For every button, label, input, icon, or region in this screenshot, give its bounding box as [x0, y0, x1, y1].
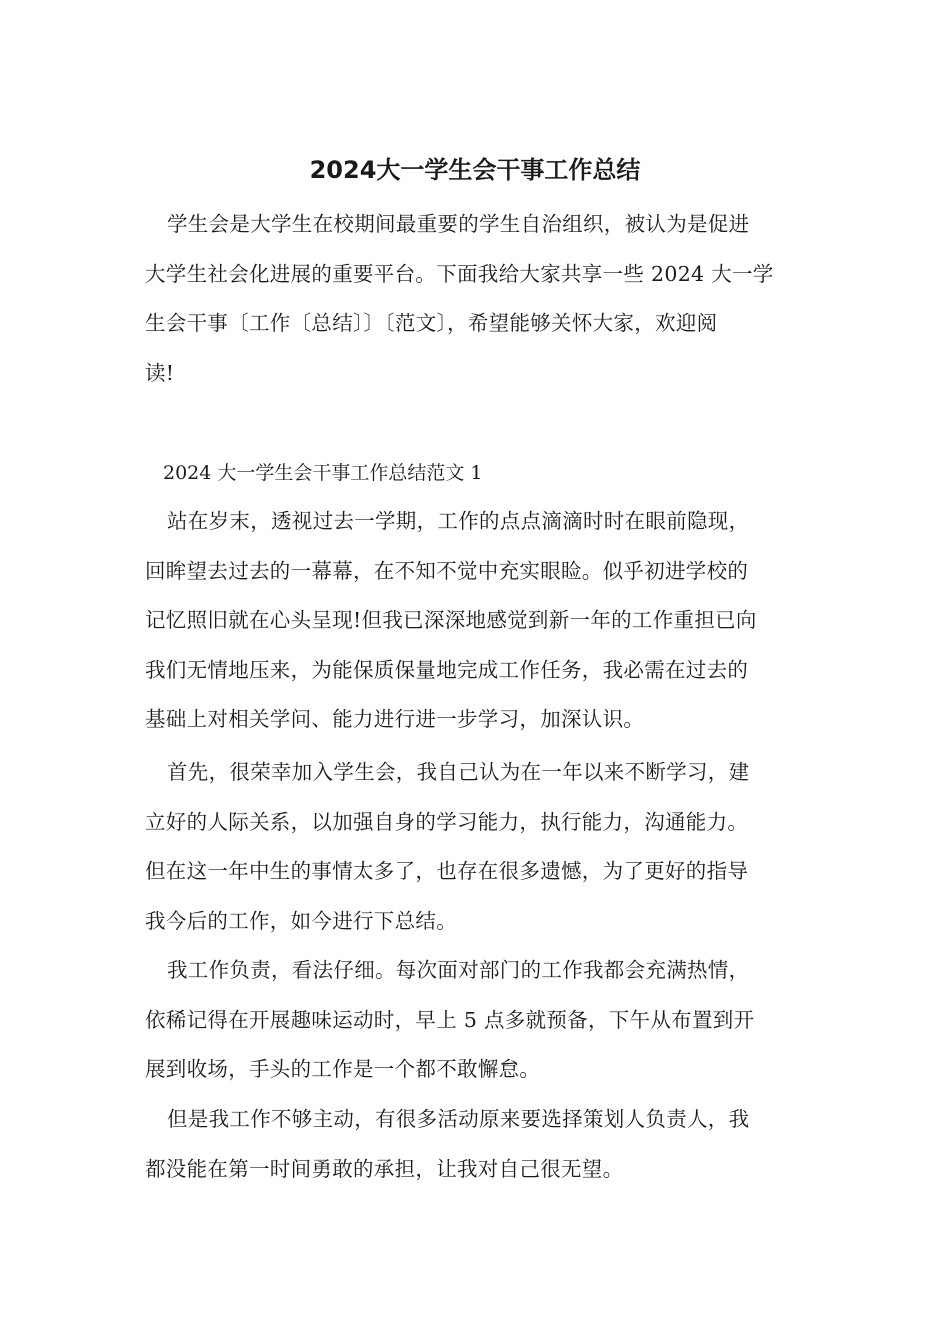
- paragraph-line: 我们无情地压来，为能保质保量地完成工作任务，我必需在过去的: [145, 657, 749, 682]
- intro-line: 读!: [145, 360, 175, 385]
- document-title: 2024大一学生会干事工作总结: [309, 156, 641, 184]
- intro-line: 生会干事〔工作〔总结〕〕〔范文〕，希望能够关怀大家，欢迎阅: [145, 311, 718, 335]
- paragraph-line: 都没能在第一时间勇敢的承担，让我对自己很无望。: [145, 1156, 624, 1181]
- body-paragraph-4: [145, 1095, 807, 1194]
- paragraph-line: 首先，很荣幸加入学生会，我自己认为在一年以来不断学习，建: [167, 760, 750, 784]
- paragraph-line: 站在岁末，透视过去一学期，工作的点点滴滴时时在眼前隐现，: [167, 509, 750, 533]
- paragraph-line: 立好的人际关系，以加强自身的学习能力，执行能力，沟通能力。: [145, 809, 749, 834]
- body-paragraph-1: [145, 497, 807, 745]
- paragraph-line: 我今后的工作，如今进行下总结。: [145, 908, 457, 933]
- body-paragraph-2: [145, 748, 807, 946]
- intro-line: 大学生社会化进展的重要平台。下面我给大家共享一些 2024 大一学: [145, 261, 774, 286]
- intro-paragraph: [145, 200, 807, 398]
- paragraph-line: 我工作负责，看法仔细。每次面对部门的工作我都会充满热情，: [167, 958, 750, 982]
- paragraph-line: 基础上对相关学问、能力进行进一步学习，加深认识。: [145, 707, 645, 731]
- paragraph-line: 展到收场，手头的工作是一个都不敢懈怠。: [145, 1057, 541, 1081]
- intro-line: 学生会是大学生在校期间最重要的学生自治组织，被认为是促进: [167, 212, 750, 236]
- paragraph-line: 但在这一年中生的事情太多了，也存在很多遗憾，为了更好的指导: [145, 859, 749, 883]
- section-heading: 2024 大一学生会干事工作总结范文 1: [163, 462, 483, 484]
- paragraph-line: 但是我工作不够主动，有很多活动原来要选择策划人负责人，我: [167, 1107, 750, 1131]
- paragraph-line: 记忆照旧就在心头呈现!但我已深深地感觉到新一年的工作重担已向: [145, 608, 757, 632]
- paragraph-line: 依稀记得在开展趣味运动时，早上 5 点多就预备，下午从布置到开: [145, 1007, 755, 1032]
- body-paragraph-3: [145, 946, 807, 1095]
- paragraph-line: 回眸望去过去的一幕幕，在不知不觉中充实眼睑。似乎初进学校的: [145, 558, 749, 583]
